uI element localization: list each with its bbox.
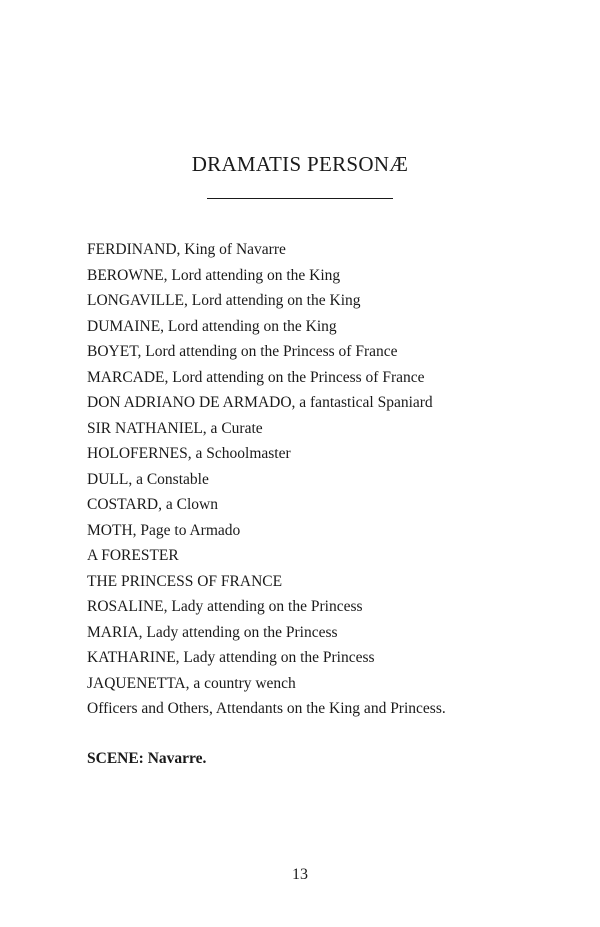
- cast-entry: Officers and Others, Attendants on the King and Princess.: [87, 700, 446, 717]
- cast-entry: DULL, a Constable: [87, 470, 209, 488]
- cast-entry: DON ADRIANO DE ARMADO, a fantastical Spaniard: [87, 394, 433, 411]
- cast-entry: BOYET, Lord attending on the Princess of France: [87, 343, 398, 360]
- cast-entry: HOLOFERNES, a Schoolmaster: [87, 445, 291, 462]
- cast-entry: DUMAINE, Lord attending on the King: [87, 317, 337, 335]
- cast-list: [87, 237, 446, 722]
- cast-entry: FERDINAND, King of Navarre: [87, 241, 286, 258]
- cast-entry: LONGAVILLE, Lord attending on the King: [87, 292, 361, 309]
- cast-entry: A FORESTER: [87, 547, 179, 564]
- cast-entry: MARIA, Lady attending on the Princess: [87, 623, 338, 641]
- cast-entry: KATHARINE, Lady attending on the Princess: [87, 649, 375, 666]
- page-title: DRAMATIS PERSONÆ: [191, 152, 409, 176]
- cast-entry: SIR NATHANIEL, a Curate: [87, 419, 263, 437]
- scene-setting: SCENE: Navarre.: [87, 750, 207, 767]
- cast-entry: MARCADE, Lord attending on the Princess of France: [87, 368, 425, 386]
- page-number: 13: [292, 866, 308, 883]
- cast-entry: BEROWNE, Lord attending on the King: [87, 266, 341, 284]
- cast-entry: COSTARD, a Clown: [87, 496, 218, 513]
- cast-entry: MOTH, Page to Armado: [87, 521, 241, 539]
- cast-entry: THE PRINCESS OF FRANCE: [87, 572, 283, 590]
- title-rule: [207, 198, 393, 199]
- cast-entry: JAQUENETTA, a country wench: [87, 674, 296, 692]
- cast-entry: ROSALINE, Lady attending on the Princess: [87, 598, 363, 615]
